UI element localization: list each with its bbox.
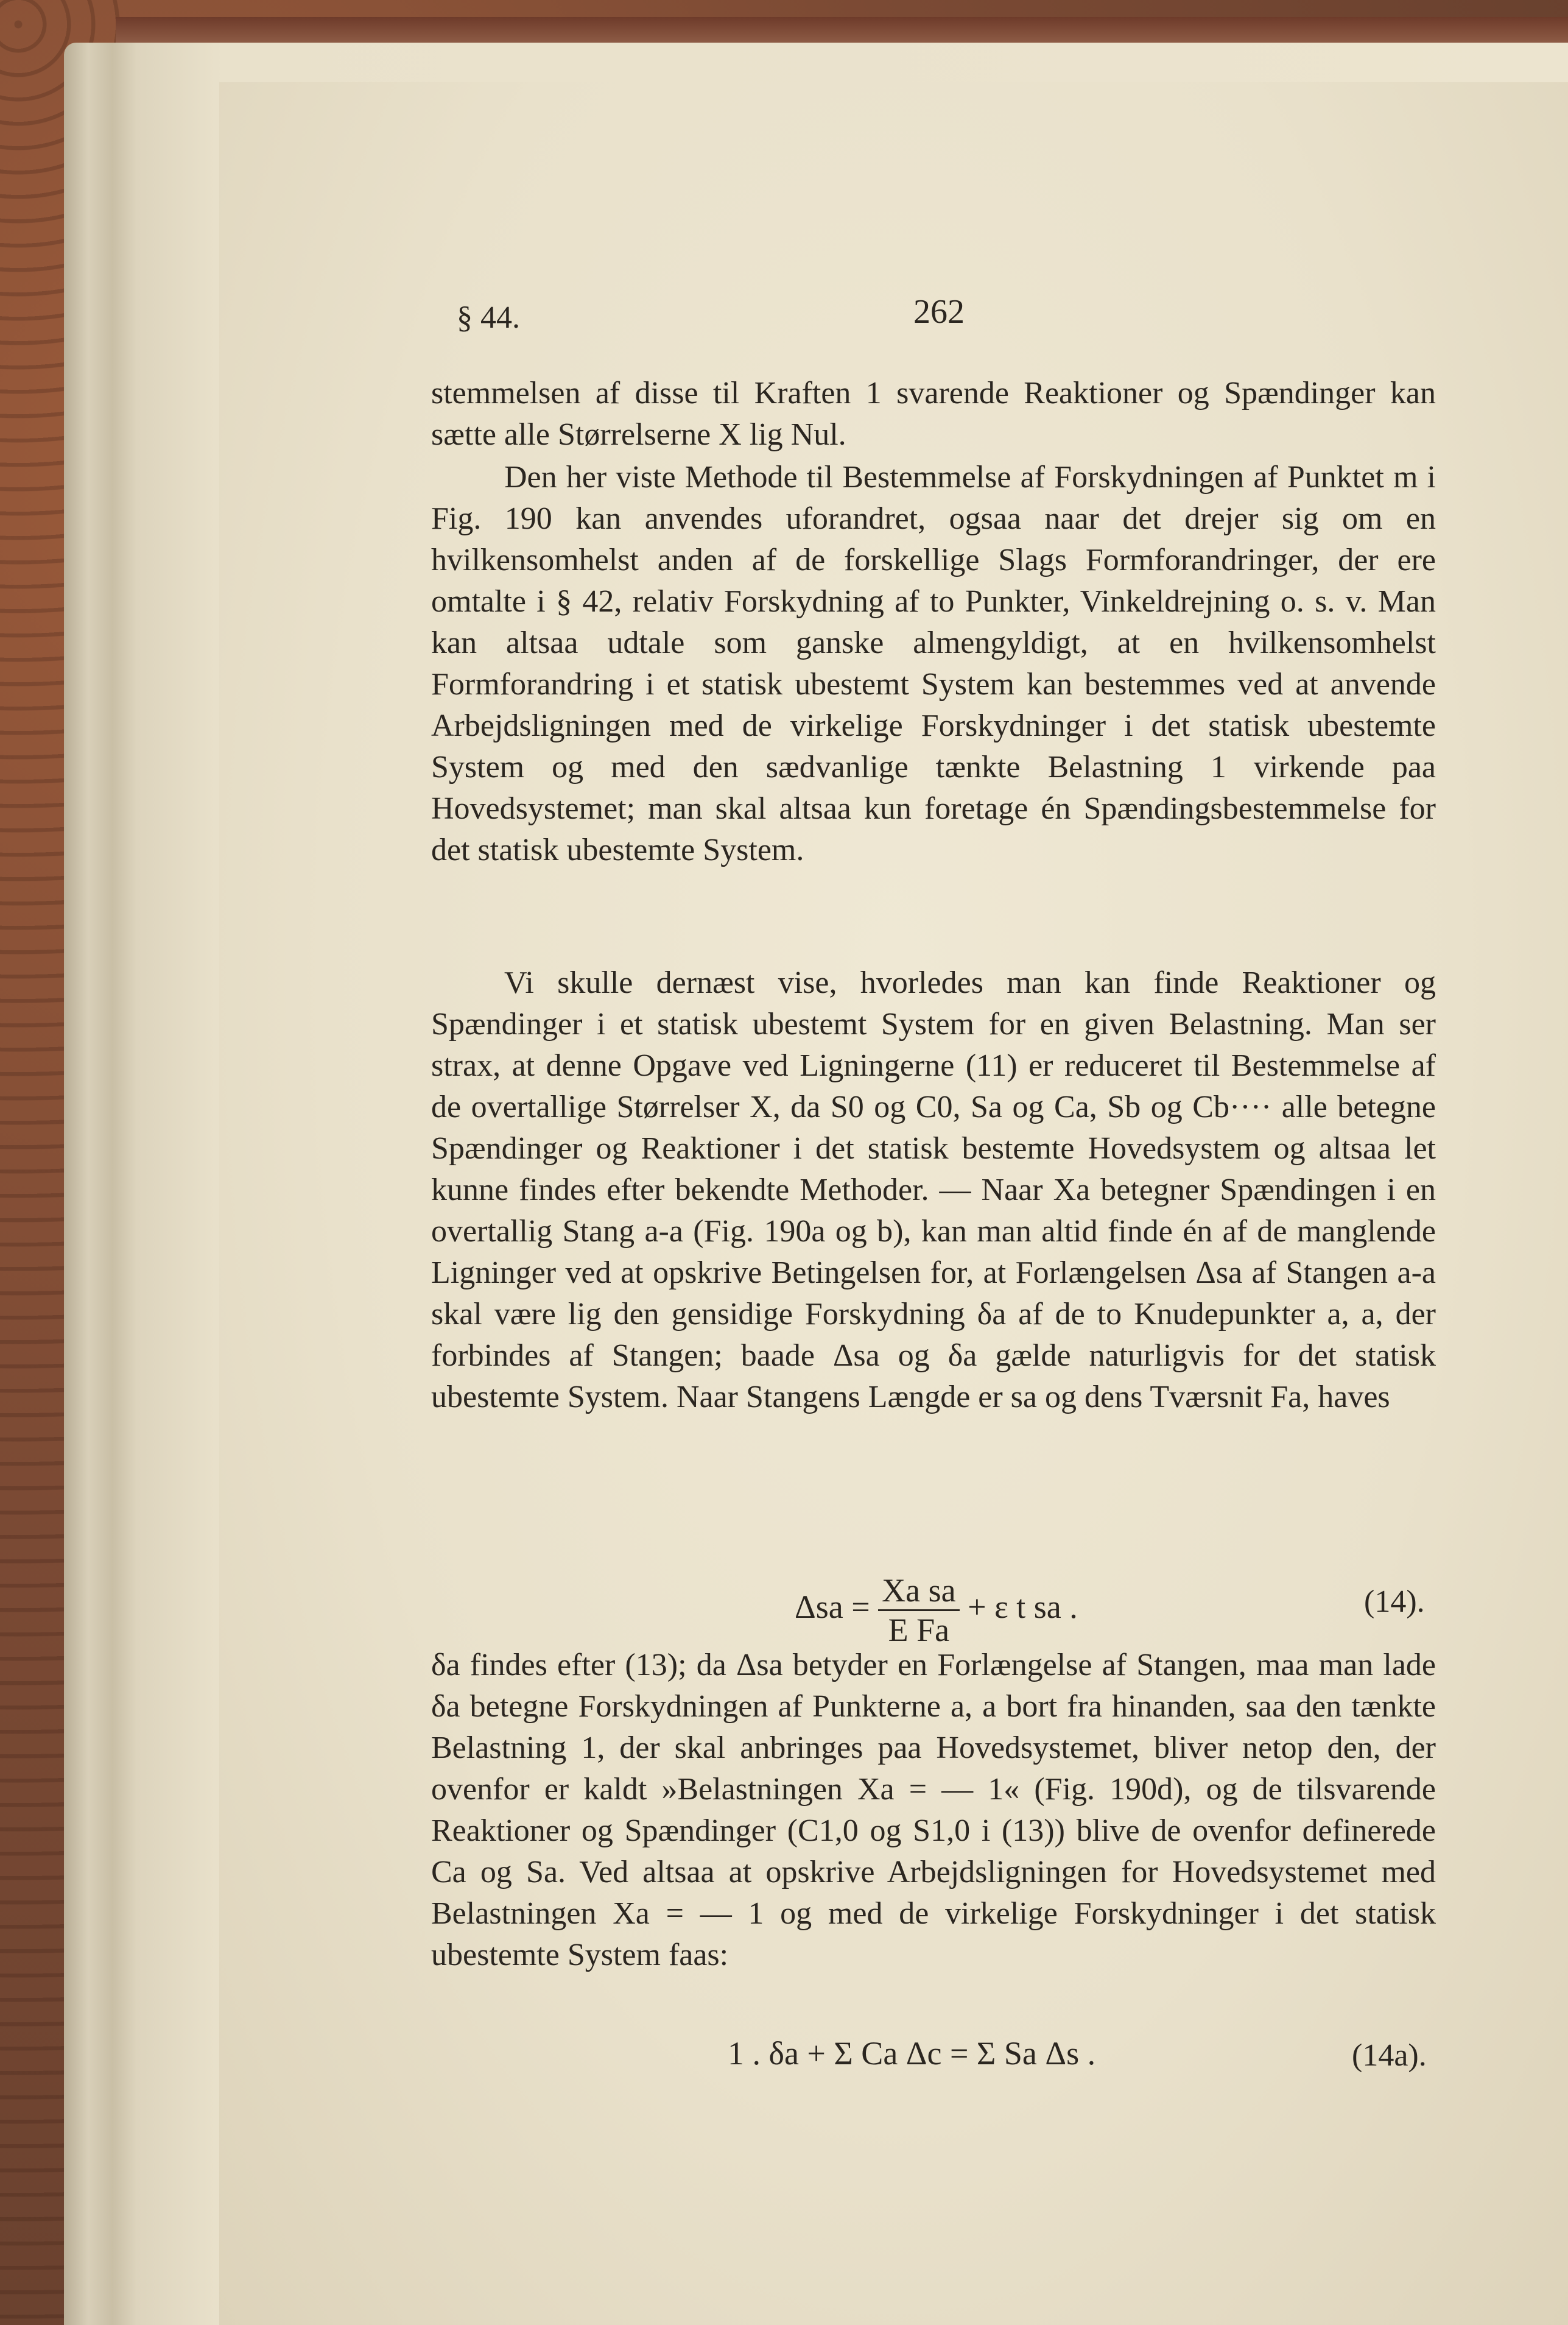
- eq14-lhs: Δsa =: [795, 1588, 870, 1625]
- equation-14-label: (14).: [1364, 1584, 1425, 1619]
- equation-14: [795, 1572, 1078, 1649]
- eq14-fraction: [878, 1572, 959, 1649]
- paragraph-2: Den her viste Methode til Bestemmelse af Forskydningen af Punktet m i Fig. 190 kan anvendes uforandret, ogsaa naar det drejer sig om en hvilkensomhelst anden af de forskellige Slags Formforandringer, der ere omtalte i § 42, relativ Forskydning af to Punkter, Vinkeldrejning o. s. v. Man kan altsaa udtale som ganske almengyldigt, at en hvilkensomhelst Formforandring i et statisk ubestemt System kan bestemmes ved at anvende Arbejdsligningen med de virkelige Forskydninger i det statisk ubestemte System og med den sædvanlige tænkte Belastning 1 virkende paa Hovedsystemet; man skal altsaa kun foretage én Spændingsbestemmelse for det statisk ubestemte System.: [431, 460, 1436, 867]
- paragraph-4: δa findes efter (13); da Δsa betyder en Forlængelse af Stangen, maa man lade δa betegne Forskydningen af Punkterne a, a bort fra hinanden, saa den tænkte Belastning 1, der skal anbringes paa Hovedsystemet, bliver netop den, der ovenfor er kaldt »Belastningen Xa = — 1« (Fig. 190d), og de tilsvarende Reaktioner og Spændinger (C1,0 og S1,0 i (13)) blive de ovenfor definerede Ca og Sa. Ved altsaa at opskrive Arbejdsligningen for Hovedsystemet med Belastningen Xa = — 1 og med de virkelige Forskydninger i det statisk ubestemte System faas:: [431, 1648, 1436, 1972]
- equation-14a: 1 . δa + Σ Ca Δc = Σ Sa Δs .: [728, 2035, 1096, 2072]
- eq14-rhs: + ε t sa .: [968, 1588, 1078, 1625]
- section-label: § 44.: [457, 300, 520, 335]
- paragraph-1: stemmelsen af disse til Kraften 1 svarende Reaktioner og Spændinger kan sætte alle Størrelserne X lig Nul.: [431, 376, 1436, 452]
- eq14-denominator: E Fa: [888, 1612, 950, 1648]
- paragraph-3: Vi skulle dernæst vise, hvorledes man kan finde Reaktioner og Spændinger i et statisk ubestemt System for en given Belastning. Man ser strax, at denne Opgave ved Ligningerne (11) er reduceret til Bestemmelse af de overtallige Størrelser X, da S0 og C0, Sa og Ca, Sb og Cb···· alle betegne Spændinger og Reaktioner i det statisk bestemte Hovedsystem og altsaa let kunne findes efter bekendte Methoder. — Naar Xa betegner Spændingen i en overtallig Stang a-a (Fig. 190a og b), kan man altid finde én af de manglende Ligninger ved at opskrive Betingelsen for, at Forlængelsen Δsa af Stangen a-a skal være lig den gensidige Forskydning δa af de to Knudepunkter a, a, der forbindes af Stangen; baade Δsa og δa gælde naturligvis for det statisk ubestemte System. Naar Stangens Længde er sa og dens Tværsnit Fa, haves: [431, 965, 1436, 1414]
- page-number: 262: [913, 293, 965, 331]
- equation-14a-label: (14a).: [1352, 2038, 1427, 2073]
- eq14-numerator: Xa sa: [878, 1572, 959, 1611]
